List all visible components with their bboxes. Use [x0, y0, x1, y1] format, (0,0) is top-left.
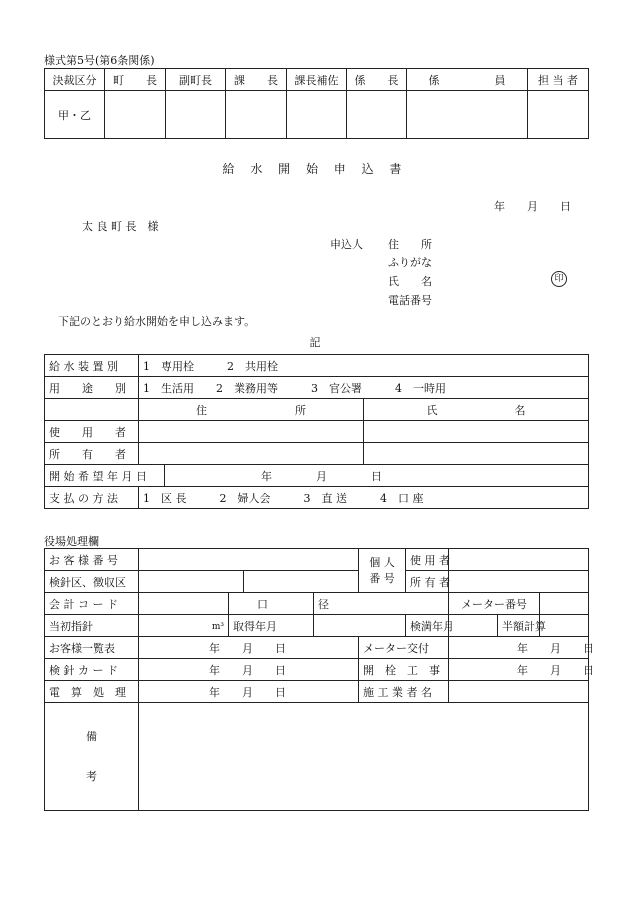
meter-card-date[interactable]: 年 月 日: [139, 659, 359, 681]
owner-number-label: 所 有 者: [406, 571, 449, 593]
computing-label: 電 算 処 理: [45, 681, 139, 703]
owner-label: 所 有 者: [45, 443, 139, 465]
remarks-field[interactable]: [139, 703, 589, 811]
remarks-char-2: 考: [86, 769, 97, 783]
applicant-label: 申込人: [330, 238, 363, 251]
date-line: 年 月 日: [494, 200, 571, 213]
applicant-phone-label: 電話番号: [388, 294, 432, 307]
user-number-field[interactable]: [449, 549, 589, 571]
acquired-date-field[interactable]: [314, 615, 406, 637]
meter-issue-date[interactable]: 年 月 日: [449, 637, 589, 659]
name-header: 氏 名: [364, 399, 589, 421]
start-date-label: 開 始 希 望 年 月 日: [45, 465, 165, 487]
open-work-label: 開 栓 工 事: [359, 659, 449, 681]
payment-label: 支 払 の 方 法: [45, 487, 139, 509]
owner-address-field[interactable]: [139, 443, 364, 465]
customer-number-field[interactable]: [139, 549, 359, 571]
expiry-date-field[interactable]: [449, 615, 498, 637]
user-label: 使 用 者: [45, 421, 139, 443]
approval-cell[interactable]: [166, 91, 226, 139]
initial-reading-field[interactable]: [139, 615, 229, 637]
meter-district-field[interactable]: [139, 571, 244, 593]
approval-cell[interactable]: [407, 91, 528, 139]
diameter-char-b: 径: [318, 597, 329, 611]
initial-reading-label: 当初指針: [45, 615, 139, 637]
meter-card-label: 検 針 カ ー ド: [45, 659, 139, 681]
approval-header: 決裁区分: [45, 69, 105, 91]
account-code-label: 会 計 コ ー ド: [45, 593, 139, 615]
office-table: [44, 548, 594, 811]
use-options[interactable]: 1 生活用 2 業務用等 3 官公署 4 一時用: [139, 377, 589, 399]
collection-district-field[interactable]: [244, 571, 359, 593]
open-work-date[interactable]: 年 月 日: [449, 659, 589, 681]
approval-cell[interactable]: [226, 91, 287, 139]
owner-name-field[interactable]: [364, 443, 589, 465]
applicant-address-label: 住 所: [388, 238, 432, 251]
meter-number-field[interactable]: [540, 593, 589, 615]
form-number: 様式第5号(第6条関係): [44, 54, 155, 67]
contractor-label: 施 工 業 者 名: [359, 681, 449, 703]
payment-options[interactable]: 1 区 長 2 婦人会 3 直 送 4 口 座: [139, 487, 589, 509]
approval-header: 副町長: [166, 69, 226, 91]
applicant-furigana-label: ふりがな: [388, 256, 432, 269]
computing-date[interactable]: 年 月 日: [139, 681, 359, 703]
approval-header: 担 当 者: [528, 69, 589, 91]
address-header: 住 所: [139, 399, 364, 421]
use-label: 用 途 別: [45, 377, 139, 399]
expiry-date-label: 検満年月: [406, 615, 449, 637]
ki-label: 記: [309, 336, 321, 349]
remarks-char-1: 備: [86, 729, 97, 743]
addressee: 太 良 町 長 様: [82, 220, 159, 233]
cubic-meter-unit: m³: [211, 622, 224, 632]
personal-number-label: [359, 549, 406, 593]
approval-row-label: 甲・乙: [45, 91, 105, 139]
form-title: 給 水 開 始 申 込 書: [222, 162, 408, 176]
device-label: 給 水 装 置 別: [45, 355, 139, 377]
seal-icon: 印: [551, 271, 567, 287]
approval-cell[interactable]: [105, 91, 166, 139]
diameter-char-a: 口: [257, 597, 268, 611]
meter-issue-label: メーター交付: [359, 637, 449, 659]
device-options[interactable]: 1 専用栓 2 共用栓: [139, 355, 589, 377]
office-heading: 役場処理欄: [44, 535, 99, 548]
meter-district-label: 検針区、徴収区: [45, 571, 139, 593]
acquired-date-label: 取得年月: [229, 615, 314, 637]
approval-header: 係 長: [347, 69, 407, 91]
approval-cell[interactable]: [528, 91, 589, 139]
meter-number-label: メーター番号: [449, 593, 540, 615]
diameter-field[interactable]: [314, 593, 449, 615]
account-code-field[interactable]: [139, 593, 229, 615]
start-date-field[interactable]: 年 月 日: [165, 465, 589, 487]
diameter-label: [229, 593, 329, 615]
customer-list-label: お客様一覧表: [45, 637, 139, 659]
contractor-field[interactable]: [449, 681, 589, 703]
user-number-label: 使 用 者: [406, 549, 449, 571]
approval-cell[interactable]: [347, 91, 407, 139]
approval-table: [44, 68, 589, 139]
customer-number-label: お 客 様 番 号: [45, 549, 139, 571]
bangou-text: 番 号: [369, 571, 395, 585]
half-calc-label: 半額計算: [498, 615, 540, 637]
blank-cell: [45, 399, 139, 421]
kojin-text: 個 人: [369, 555, 395, 569]
remarks-label: [45, 703, 139, 811]
intro-text: 下記のとおり給水開始を申し込みます。: [58, 315, 256, 328]
approval-header: 課長補佐: [287, 69, 347, 91]
approval-header: 係 員: [407, 69, 528, 91]
application-table: [44, 354, 589, 509]
owner-number-field[interactable]: [449, 571, 589, 593]
customer-list-date[interactable]: 年 月 日: [139, 637, 359, 659]
approval-header: 町 長: [105, 69, 166, 91]
half-calc-field[interactable]: [540, 615, 589, 637]
approval-cell[interactable]: [287, 91, 347, 139]
approval-header: 課 長: [226, 69, 287, 91]
user-name-field[interactable]: [364, 421, 589, 443]
user-address-field[interactable]: [139, 421, 364, 443]
applicant-name-label: 氏 名: [388, 275, 432, 288]
